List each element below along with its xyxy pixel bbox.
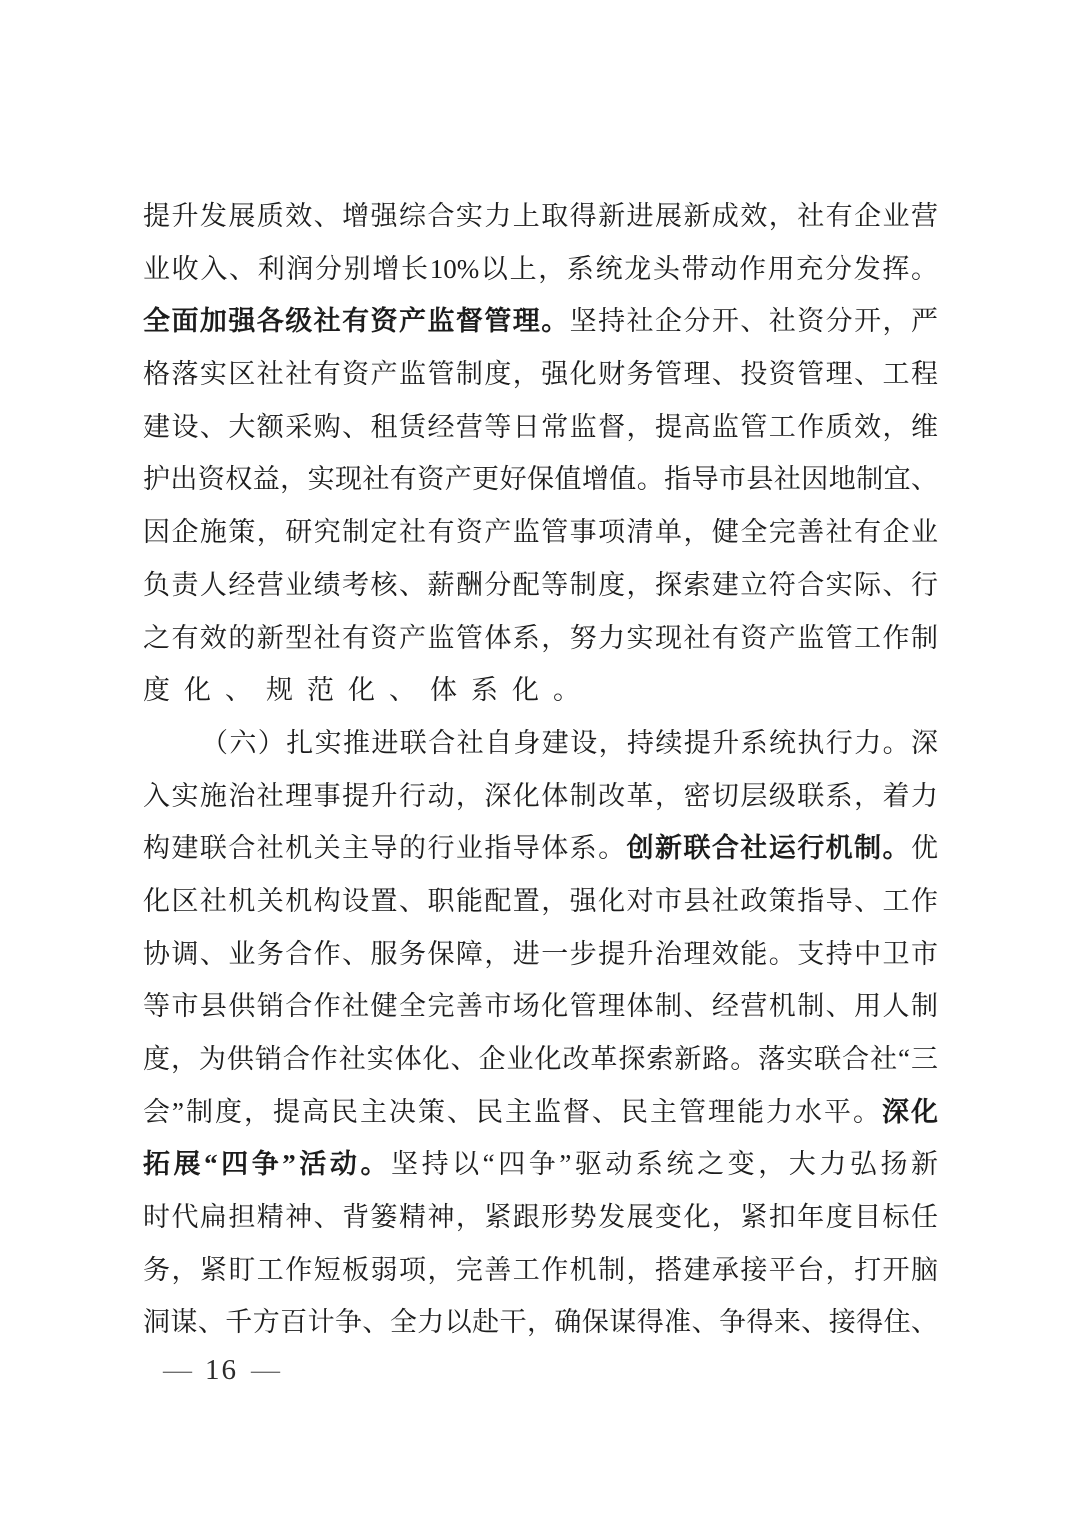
- body-text: 务，紧盯工作短板弱项，完善工作机制，搭建承接平台，打开脑: [143, 1254, 938, 1285]
- text-line: [143, 348, 938, 401]
- body-text: 格落实区社社有资产监管制度，强化财务管理、投资管理、工程: [143, 359, 938, 390]
- body-text: 度，为供销合作社实体化、企业化改革探索新路。落实联合社“三: [143, 1044, 938, 1074]
- text-line: [143, 717, 938, 770]
- text-line: [143, 875, 938, 928]
- body-text: 因企施策，研究制定社有资产监管事项清单，健全完善社有企业: [143, 517, 938, 548]
- body-text: 坚持以“四争”驱动系统之变，大力弘扬新: [391, 1149, 939, 1180]
- body-text: 建设、大额采购、租赁经营等日常监督，提高监管工作质效，维: [143, 411, 938, 442]
- text-line: [143, 1244, 938, 1297]
- text-line: [143, 506, 938, 559]
- body-text: 等市县供销合作社健全完善市场化管理体制、经营机制、用人制: [143, 991, 938, 1022]
- page-number: 16: [205, 1354, 238, 1386]
- text-line: [143, 401, 938, 454]
- text-line: [143, 1033, 938, 1086]
- page-footer: [163, 1356, 280, 1385]
- body-text: 优: [911, 833, 939, 864]
- emphasis-text: 全面加强各级社有资产监督管理。: [143, 306, 570, 337]
- text-line: [143, 295, 938, 348]
- text-line: [143, 1138, 938, 1191]
- emphasis-text: 拓展“四争”活动。: [143, 1149, 392, 1180]
- text-line: [143, 980, 938, 1033]
- text-line: [143, 559, 938, 612]
- body-text: 度化、规范化、体系化。: [143, 675, 594, 706]
- body-text: 时代扁担精神、背篓精神，紧跟形势发展变化，紧扣年度目标任: [143, 1202, 938, 1233]
- text-line: [143, 1086, 938, 1139]
- body-text: （六）扎实推进联合社自身建设，持续提升系统执行力。深: [201, 727, 938, 758]
- body-text: 坚持社企分开、社资分开，严: [569, 306, 939, 337]
- body-text: 洞谋、千方百计争、全力以赴干，确保谋得准、争得来、接得住、: [143, 1307, 938, 1338]
- text-line: [143, 1191, 938, 1244]
- footer-dash-left: —: [163, 1354, 192, 1386]
- emphasis-text: 创新联合社运行机制。: [626, 833, 912, 864]
- text-line: [143, 664, 938, 717]
- footer-dash-right: —: [251, 1354, 280, 1386]
- document-body: [143, 190, 938, 1349]
- body-text: 化区社机关机构设置、职能配置，强化对市县社政策指导、工作: [143, 885, 938, 916]
- body-text: 入实施治社理事提升行动，深化体制改革，密切层级联系，着力: [143, 780, 938, 811]
- text-line: [143, 822, 938, 875]
- text-line: [143, 928, 938, 981]
- text-line: [143, 1296, 938, 1349]
- body-text: 构建联合社机关主导的行业指导体系。: [143, 833, 627, 864]
- body-text: 业收入、利润分别增长10%以上，系统龙头带动作用充分发挥。: [143, 253, 938, 284]
- text-line: [143, 453, 938, 506]
- body-text: 负责人经营业绩考核、薪酬分配等制度，探索建立符合实际、行: [143, 569, 938, 600]
- body-text: 提升发展质效、增强综合实力上取得新进展新成效，社有企业营: [143, 201, 938, 231]
- text-line: [143, 190, 938, 243]
- body-text: 护出资权益，实现社有资产更好保值增值。指导市县社因地制宜、: [143, 464, 938, 495]
- body-text: 会”制度，提高民主决策、民主监督、民主管理能力水平。: [143, 1096, 882, 1127]
- text-line: [143, 770, 938, 823]
- emphasis-text: 深化: [882, 1096, 939, 1127]
- text-line: [143, 243, 938, 296]
- body-text: 协调、业务合作、服务保障，进一步提升治理效能。支持中卫市: [143, 938, 938, 969]
- text-line: [143, 612, 938, 665]
- body-text: 之有效的新型社有资产监管体系，努力实现社有资产监管工作制: [143, 622, 938, 653]
